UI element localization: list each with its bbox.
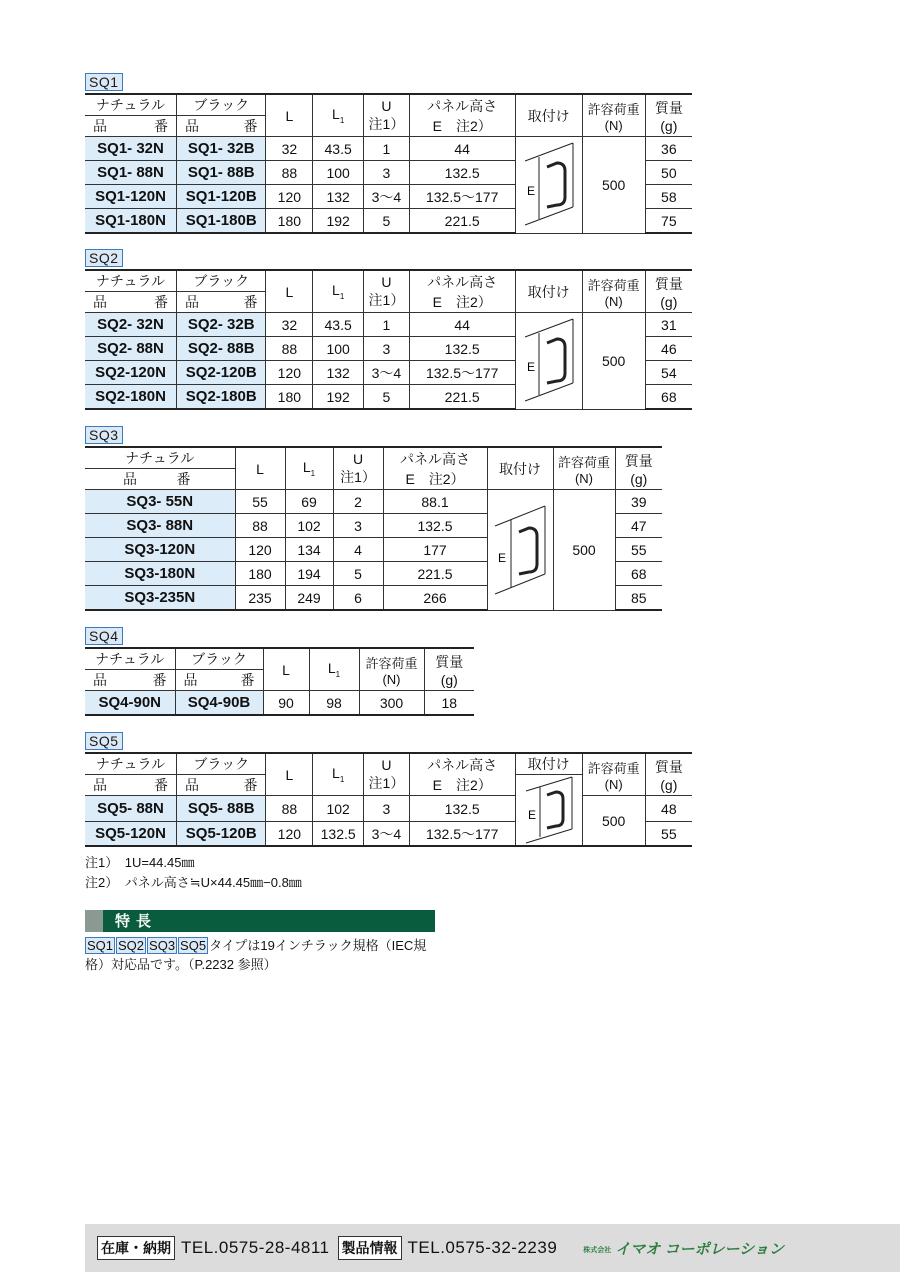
- L1-cell: 132.5: [313, 822, 364, 847]
- natural-part-number: SQ2-120N: [85, 361, 177, 385]
- panel-height-cell: 44: [409, 313, 515, 337]
- L-cell: 180: [266, 209, 313, 234]
- L1-cell: 43.5: [313, 137, 364, 161]
- mass-cell: 39: [615, 490, 662, 514]
- natural-part-number: SQ1- 32N: [85, 137, 177, 161]
- part-number-header: 品 番: [85, 775, 177, 796]
- U-cell: 6: [333, 586, 383, 611]
- L-cell: 32: [266, 137, 313, 161]
- L-cell: 88: [266, 337, 313, 361]
- black-part-number: SQ2- 32B: [177, 313, 266, 337]
- L1-header: $L_1$: [285, 447, 333, 490]
- L-header: L: [266, 94, 313, 137]
- heading-marker: [85, 910, 103, 932]
- mass-cell: 68: [645, 385, 692, 410]
- load-cell: 500: [582, 796, 645, 847]
- panel-height-cell: 132.5: [409, 796, 515, 822]
- mass-cell: 18: [424, 691, 474, 716]
- stock-tel: TEL.0575-28-4811: [181, 1238, 330, 1257]
- black-part-number: SQ1-120B: [177, 185, 266, 209]
- mass-cell: 50: [645, 161, 692, 185]
- part-number-header: 品 番: [177, 116, 266, 137]
- L1-cell: 192: [313, 385, 364, 410]
- features-title: 特長: [115, 912, 158, 930]
- L-header: L: [266, 753, 313, 796]
- type-tag: SQ5: [180, 938, 207, 953]
- natural-part-number: SQ5- 88N: [85, 796, 177, 822]
- table-row: [85, 313, 692, 337]
- natural-part-number: SQ3- 88N: [85, 514, 235, 538]
- U-cell: 3: [333, 514, 383, 538]
- black-part-number: SQ2-180B: [177, 385, 266, 410]
- black-part-number: SQ2- 88B: [177, 337, 266, 361]
- mass-cell: 85: [615, 586, 662, 611]
- panel-height-header: パネル高さ E 注2）: [409, 94, 515, 137]
- L-header: L: [266, 270, 313, 313]
- L1-cell: 134: [285, 538, 333, 562]
- L1-cell: 102: [285, 514, 333, 538]
- U-header: U 注1）: [364, 270, 410, 313]
- part-number-header: 品 番: [85, 670, 175, 691]
- features-heading: [85, 910, 435, 932]
- type-tag: SQ2: [118, 938, 145, 953]
- load-header: 許容荷重 (N): [582, 270, 645, 313]
- U-cell: 3～4: [364, 822, 410, 847]
- L-cell: 32: [266, 313, 313, 337]
- mass-cell: 36: [645, 137, 692, 161]
- natural-part-number: SQ3-120N: [85, 538, 235, 562]
- sq5-label: SQ5: [85, 732, 123, 750]
- sq2-section: [85, 248, 692, 410]
- panel-height-cell: 132.5: [409, 337, 515, 361]
- U-header: U 注1）: [333, 447, 383, 490]
- U-cell: 1: [364, 137, 410, 161]
- note-1: 注1） 1U=44.45㎜: [85, 855, 195, 870]
- diagram-e-label: E: [526, 359, 535, 374]
- table-row: [85, 691, 474, 716]
- panel-height-cell: 266: [383, 586, 487, 611]
- sq1-section: [85, 72, 692, 234]
- mass-header: 質量 (g): [615, 447, 662, 490]
- load-cell: 500: [582, 137, 645, 234]
- natural-part-number: SQ3- 55N: [85, 490, 235, 514]
- natural-part-number: SQ5-120N: [85, 822, 177, 847]
- panel-height-cell: 132.5: [409, 161, 515, 185]
- load-header: 許容荷重 (N): [582, 94, 645, 137]
- L-cell: 88: [266, 161, 313, 185]
- panel-height-cell: 221.5: [409, 385, 515, 410]
- L-cell: 120: [266, 185, 313, 209]
- footnotes: [85, 853, 302, 893]
- L-cell: 90: [263, 691, 309, 716]
- U-cell: 5: [364, 385, 410, 410]
- natural-part-number: SQ1-180N: [85, 209, 177, 234]
- sq3-label: SQ3: [85, 426, 123, 444]
- U-cell: 3: [364, 796, 410, 822]
- mount-diagram: [515, 313, 582, 410]
- sq2-table: [85, 269, 692, 410]
- natural-header: ナチュラル: [85, 648, 175, 670]
- mount-header: 取付け: [487, 447, 553, 490]
- part-number-header: 品 番: [175, 670, 263, 691]
- L1-header: $L_1$: [313, 753, 364, 796]
- natural-header: ナチュラル: [85, 94, 177, 116]
- L1-cell: 194: [285, 562, 333, 586]
- features-text-block: [85, 936, 445, 974]
- stock-label: 在庫・納期: [97, 1236, 175, 1260]
- U-cell: 3: [364, 161, 410, 185]
- black-part-number: SQ4-90B: [175, 691, 263, 716]
- diagram-e-label: E: [498, 550, 507, 565]
- sq5-table: [85, 752, 692, 847]
- L-cell: 120: [266, 822, 313, 847]
- U-cell: 5: [333, 562, 383, 586]
- type-tag: SQ3: [149, 938, 176, 953]
- mount-header: 取付け: [515, 753, 582, 775]
- black-part-number: SQ1- 32B: [177, 137, 266, 161]
- L-cell: 180: [266, 385, 313, 410]
- black-part-number: SQ1- 88B: [177, 161, 266, 185]
- L1-header: $L_1$: [313, 270, 364, 313]
- sq4-label: SQ4: [85, 627, 123, 645]
- load-cell: 500: [553, 490, 615, 611]
- mount-diagram: [515, 775, 582, 847]
- sq3-section: [85, 425, 662, 611]
- mount-diagram: [487, 490, 553, 611]
- L-cell: 88: [266, 796, 313, 822]
- sq4-section: [85, 626, 474, 716]
- L-cell: 235: [235, 586, 285, 611]
- black-header: ブラック: [175, 648, 263, 670]
- panel-height-cell: 132.5～177: [409, 185, 515, 209]
- natural-part-number: SQ1-120N: [85, 185, 177, 209]
- table-row: [85, 490, 662, 514]
- mount-header: 取付け: [515, 94, 582, 137]
- mount-header: 取付け: [515, 270, 582, 313]
- sq2-label: SQ2: [85, 249, 123, 267]
- info-label: 製品情報: [338, 1236, 402, 1260]
- mass-cell: 58: [645, 185, 692, 209]
- U-cell: 5: [364, 209, 410, 234]
- black-header: ブラック: [177, 270, 266, 292]
- mass-header: 質量 (g): [645, 94, 692, 137]
- L1-cell: 249: [285, 586, 333, 611]
- natural-header: ナチュラル: [85, 753, 177, 775]
- footer-bar: [85, 1224, 900, 1272]
- mass-cell: 54: [645, 361, 692, 385]
- natural-part-number: SQ4-90N: [85, 691, 175, 716]
- mass-cell: 55: [615, 538, 662, 562]
- L1-cell: 132: [313, 361, 364, 385]
- load-header: 許容荷重 (N): [582, 753, 645, 796]
- black-header: ブラック: [177, 753, 266, 775]
- natural-part-number: SQ1- 88N: [85, 161, 177, 185]
- load-cell: 300: [359, 691, 424, 716]
- part-number-header: 品 番: [85, 116, 177, 137]
- load-header: 許容荷重 (N): [359, 648, 424, 691]
- mass-cell: 48: [645, 796, 692, 822]
- black-part-number: SQ2-120B: [177, 361, 266, 385]
- panel-height-header: パネル高さ E 注2）: [383, 447, 487, 490]
- L-header: L: [235, 447, 285, 490]
- U-cell: 1: [364, 313, 410, 337]
- U-cell: 3: [364, 337, 410, 361]
- mass-header: 質量 (g): [424, 648, 474, 691]
- table-row: [85, 137, 692, 161]
- L-cell: 120: [266, 361, 313, 385]
- U-cell: 3～4: [364, 361, 410, 385]
- sq5-section: [85, 731, 692, 847]
- L1-cell: 43.5: [313, 313, 364, 337]
- panel-height-header: パネル高さ E 注2）: [409, 270, 515, 313]
- black-part-number: SQ5- 88B: [177, 796, 266, 822]
- L1-cell: 100: [313, 161, 364, 185]
- L1-cell: 100: [313, 337, 364, 361]
- L1-header: $L_1$: [309, 648, 359, 691]
- panel-height-cell: 132.5～177: [409, 361, 515, 385]
- L1-header: $L_1$: [313, 94, 364, 137]
- U-cell: 2: [333, 490, 383, 514]
- natural-part-number: SQ2- 88N: [85, 337, 177, 361]
- part-number-header: 品 番: [85, 469, 235, 490]
- L-header: L: [263, 648, 309, 691]
- company-logo: 株式会社 イマオ コーポレーション: [583, 1240, 784, 1258]
- load-cell: 500: [582, 313, 645, 410]
- table-row: [85, 796, 692, 822]
- mass-cell: 31: [645, 313, 692, 337]
- panel-height-cell: 88.1: [383, 490, 487, 514]
- sq4-table: [85, 647, 474, 716]
- natural-header: ナチュラル: [85, 270, 177, 292]
- part-number-header: 品 番: [177, 775, 266, 796]
- black-part-number: SQ1-180B: [177, 209, 266, 234]
- info-tel: TEL.0575-32-2239: [407, 1238, 558, 1257]
- sq3-table: [85, 446, 662, 611]
- mass-cell: 55: [645, 822, 692, 847]
- natural-header: ナチュラル: [85, 447, 235, 469]
- sq1-label: SQ1: [85, 73, 123, 91]
- L-cell: 120: [235, 538, 285, 562]
- mass-cell: 68: [615, 562, 662, 586]
- natural-part-number: SQ3-180N: [85, 562, 235, 586]
- U-header: U 注1）: [364, 94, 410, 137]
- U-cell: 3～4: [364, 185, 410, 209]
- panel-height-cell: 177: [383, 538, 487, 562]
- L-cell: 180: [235, 562, 285, 586]
- L1-cell: 192: [313, 209, 364, 234]
- sq1-table: [85, 93, 692, 234]
- L1-cell: 69: [285, 490, 333, 514]
- diagram-e-label: E: [527, 808, 536, 822]
- L-cell: 88: [235, 514, 285, 538]
- mass-header: 質量 (g): [645, 753, 692, 796]
- diagram-e-label: E: [526, 183, 535, 198]
- natural-part-number: SQ2-180N: [85, 385, 177, 410]
- part-number-header: 品 番: [177, 292, 266, 313]
- features-text: タイプは19インチラック規格（IEC規格）対応品です。（P.2232 参照）: [85, 938, 427, 972]
- mount-diagram: [515, 137, 582, 234]
- type-tag: SQ1: [87, 938, 114, 953]
- panel-height-cell: 44: [409, 137, 515, 161]
- mass-cell: 47: [615, 514, 662, 538]
- U-cell: 4: [333, 538, 383, 562]
- natural-part-number: SQ3-235N: [85, 586, 235, 611]
- mass-cell: 46: [645, 337, 692, 361]
- black-header: ブラック: [177, 94, 266, 116]
- part-number-header: 品 番: [85, 292, 177, 313]
- panel-height-cell: 132.5～177: [409, 822, 515, 847]
- panel-height-cell: 221.5: [383, 562, 487, 586]
- mass-header: 質量 (g): [645, 270, 692, 313]
- L1-cell: 98: [309, 691, 359, 716]
- L-cell: 55: [235, 490, 285, 514]
- panel-height-cell: 132.5: [383, 514, 487, 538]
- natural-part-number: SQ2- 32N: [85, 313, 177, 337]
- panel-height-header: パネル高さ E 注2）: [409, 753, 515, 796]
- mass-cell: 75: [645, 209, 692, 234]
- black-part-number: SQ5-120B: [177, 822, 266, 847]
- note-2: 注2） パネル高さ≒U×44.45㎜−0.8㎜: [85, 875, 302, 890]
- load-header: 許容荷重 (N): [553, 447, 615, 490]
- L1-cell: 102: [313, 796, 364, 822]
- U-header: U 注1）: [364, 753, 410, 796]
- L1-cell: 132: [313, 185, 364, 209]
- panel-height-cell: 221.5: [409, 209, 515, 234]
